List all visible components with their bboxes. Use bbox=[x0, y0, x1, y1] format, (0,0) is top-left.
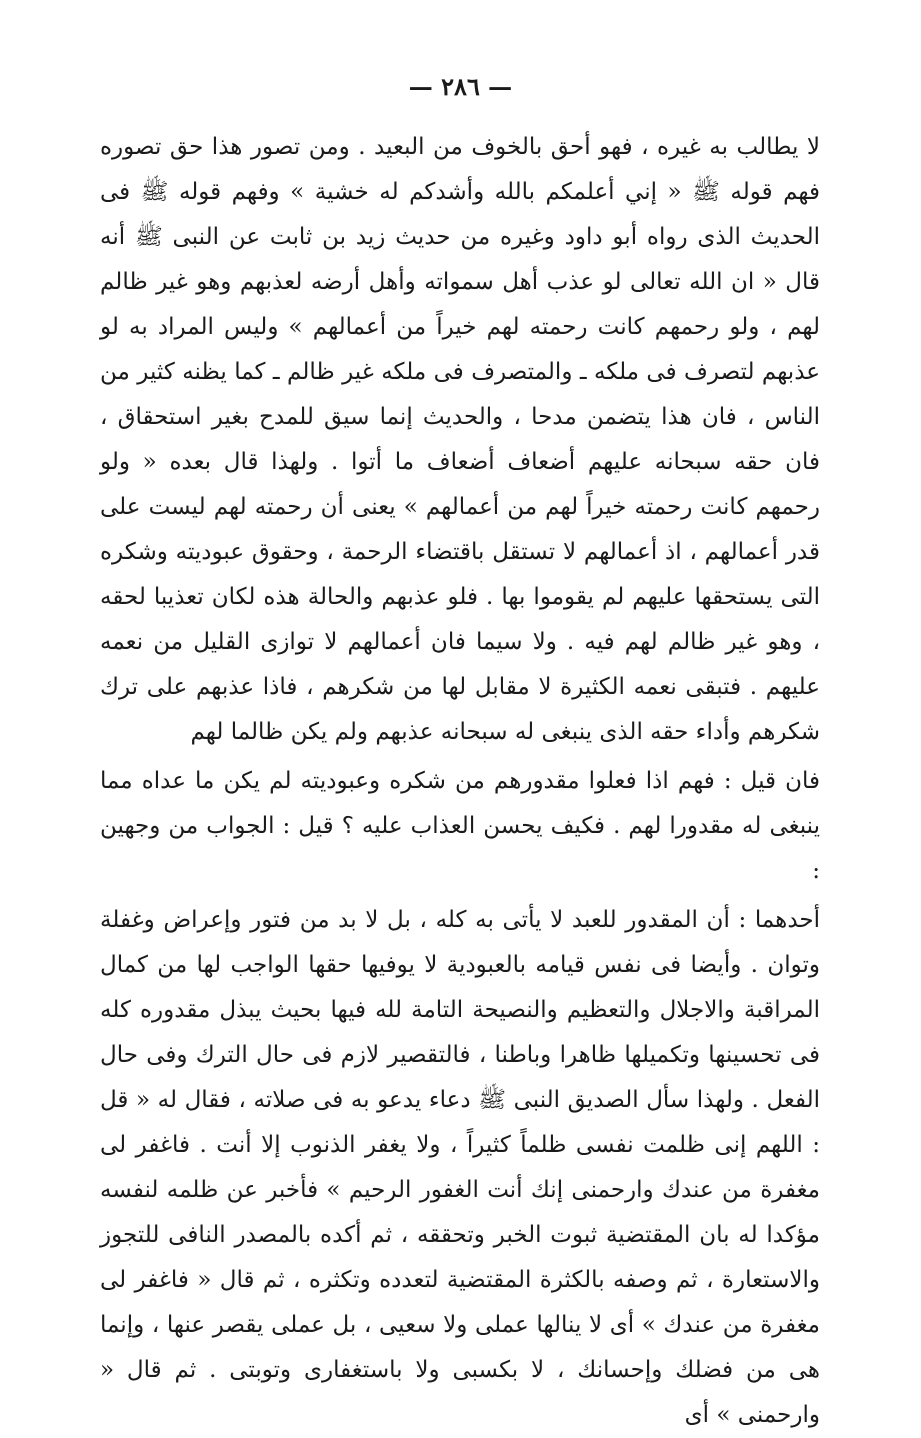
paragraph-2: فان قيل : فهم اذا فعلوا مقدورهم من شكره وعبوديته لم يكن ما عداه مما ينبغى له مقدورا لهم . فكيف يحسن العذاب عليه ؟ قيل : الجواب من وجهين : bbox=[100, 768, 820, 884]
paragraph-1: لا يطالب به غيره ، فهو أحق بالخوف من البعيد . ومن تصور هذا حق تصوره فهم قوله ﷺ « إني أعلمكم بالله وأشدكم له خشية » وفهم قوله ﷺ فى الحديث الذى رواه أبو داود وغيره من حديث زيد بن ثابت عن النبى ﷺ أنه قال « ان الله تعالى لو عذب أهل سمواته وأهل أرضه لعذبهم وهو غير ظالم لهم ، ولو رحمهم كانت رحمته لهم خيراً من أعمالهم » وليس المراد به لو عذبهم لتصرف فى ملكه ـ والمتصرف فى ملكه غير ظالم ـ كما يظنه كثير من الناس ، فان هذا يتضمن مدحا ، والحديث إنما سيق للمدح بغير استحقاق ، فان حقه سبحانه عليهم أضعاف أضعاف ما أتوا . ولهذا قال بعده « ولو رحمهم كانت رحمته خيراً لهم من أعمالهم » يعنى أن رحمته لهم ليست على قدر أعمالهم ، اذ أعمالهم لا تستقل باقتضاء الرحمة ، وحقوق عبوديته وشكره التى يستحقها عليهم لم يقوموا بها . فلو عذبهم والحالة هذه لكان تعذيبا لحقه ، وهو غير ظالم لهم فيه . ولا سيما فان أعمالهم لا توازى القليل من نعمه عليهم . فتبقى نعمه الكثيرة لا مقابل لها من شكرهم ، فاذا عذبهم على ترك شكرهم وأداء حقه الذى ينبغى له سبحانه عذبهم ولم يكن ظالما لهم bbox=[100, 134, 820, 745]
paragraph-3: أحدهما : أن المقدور للعبد لا يأتى به كله ، بل لا بد من فتور وإعراض وغفلة وتوان . وأيضا فى نفس قيامه بالعبودية لا يوفيها حقها الواجب لها من كمال المراقبة والاجلال والتعظيم والنصيحة التامة لله فيها بحيث يبذل مقدوره كله فى تحسينها وتكميلها ظاهرا وباطنا ، فالتقصير لازم فى حال الترك وفى حال الفعل . ولهذا سأل الصديق النبى ﷺ دعاء يدعو به فى صلاته ، فقال له « قل : اللهم إنى ظلمت نفسى ظلماً كثيراً ، ولا يغفر الذنوب إلا أنت . فاغفر لى مغفرة من عندك وارحمنى إنك أنت الغفور الرحيم » فأخبر عن ظلمه لنفسه مؤكدا له بان المقتضية ثبوت الخبر وتحققه ، ثم أكده بالمصدر النافى للتجوز والاستعارة ، ثم وصفه بالكثرة المقتضية لتعدده وتكثره ، ثم قال « فاغفر لى مغفرة من عندك » أى لا ينالها عملى ولا سعيى ، بل عملى يقصر عنها ، وإنما هى من فضلك وإحسانك ، لا بكسبى ولا باستغفارى وتوبتى . ثم قال « وارحمنى » أى bbox=[100, 907, 820, 1428]
body-text bbox=[100, 125, 820, 1438]
page-number: — ٢٨٦ — bbox=[408, 72, 513, 101]
